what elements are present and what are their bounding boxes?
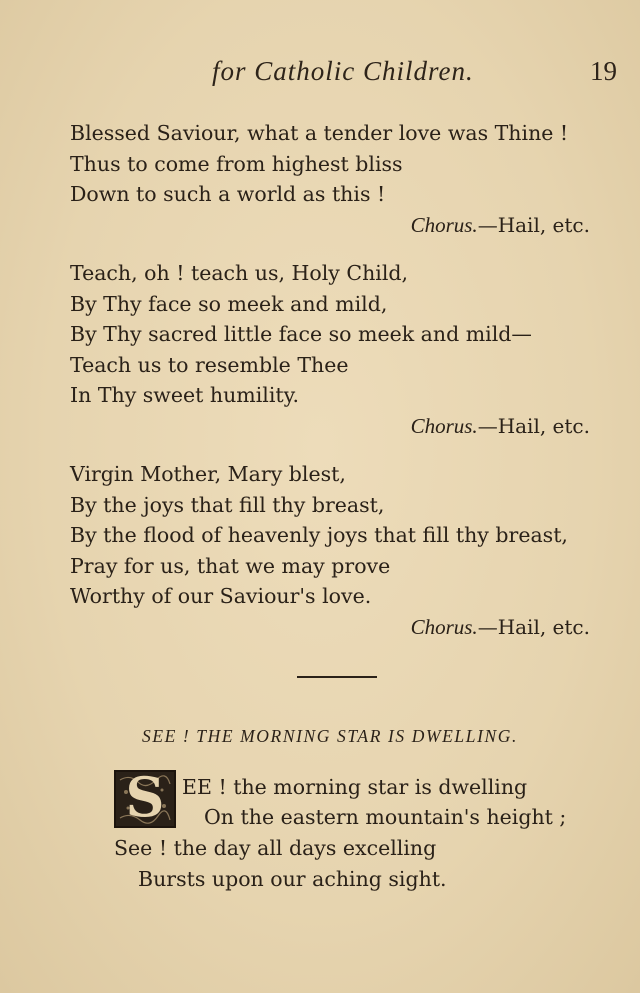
verse-line: In Thy sweet humility.	[70, 383, 300, 407]
verse-line: Teach us to resemble Thee	[70, 352, 349, 377]
ornamental-drop-cap	[114, 765, 176, 829]
chorus-line	[70, 612, 620, 642]
chorus-text: —Hail, etc.	[477, 212, 590, 237]
chorus-text: —Hail, etc.	[477, 413, 590, 438]
chorus-line	[70, 210, 620, 240]
verse-line: See ! the day all days excelling	[114, 836, 437, 860]
chorus-label: Chorus.	[410, 614, 478, 639]
verse-line: Down to such a world as this !	[70, 182, 386, 206]
verse-line: Teach, oh ! teach us, Holy Child,	[70, 261, 409, 285]
section-divider-rule	[297, 676, 377, 678]
verse-line: Virgin Mother, Mary blest,	[70, 462, 346, 486]
stanza-3	[70, 459, 620, 642]
verse-line: By Thy face so meek and mild,	[70, 291, 388, 316]
chorus-label: Chorus.	[410, 212, 478, 237]
chorus-line	[70, 411, 620, 441]
verse-line: By Thy sacred little face so meek and mild—	[70, 322, 532, 346]
verse-line: EE ! the morning star is dwelling	[182, 775, 528, 799]
verse-line: By the joys that fill thy breast,	[70, 492, 385, 517]
stanza-2	[70, 258, 620, 441]
running-title: for Catholic Children.	[212, 56, 474, 86]
verse-line: On the eastern mountain's height ;	[204, 805, 567, 829]
hymn-title: SEE ! THE MORNING STAR IS DWELLING.	[141, 726, 518, 746]
drop-cap-letter: S	[125, 765, 165, 829]
verse-line: Worthy of our Saviour's love.	[70, 584, 372, 608]
page-number: 19	[590, 56, 617, 86]
running-head	[0, 52, 640, 92]
chorus-label: Chorus.	[410, 413, 478, 438]
verse-line: Thus to come from highest bliss	[70, 151, 403, 176]
stanza-1	[70, 118, 620, 240]
verse-line: By the flood of heavenly joys that fill thy breast,	[70, 523, 568, 547]
verse-line: Blessed Saviour, what a tender love was Thine !	[70, 121, 569, 145]
verse-line: Bursts upon our aching sight.	[138, 867, 447, 891]
verse-line: Pray for us, that we may prove	[70, 553, 391, 578]
chorus-text: —Hail, etc.	[477, 614, 590, 639]
